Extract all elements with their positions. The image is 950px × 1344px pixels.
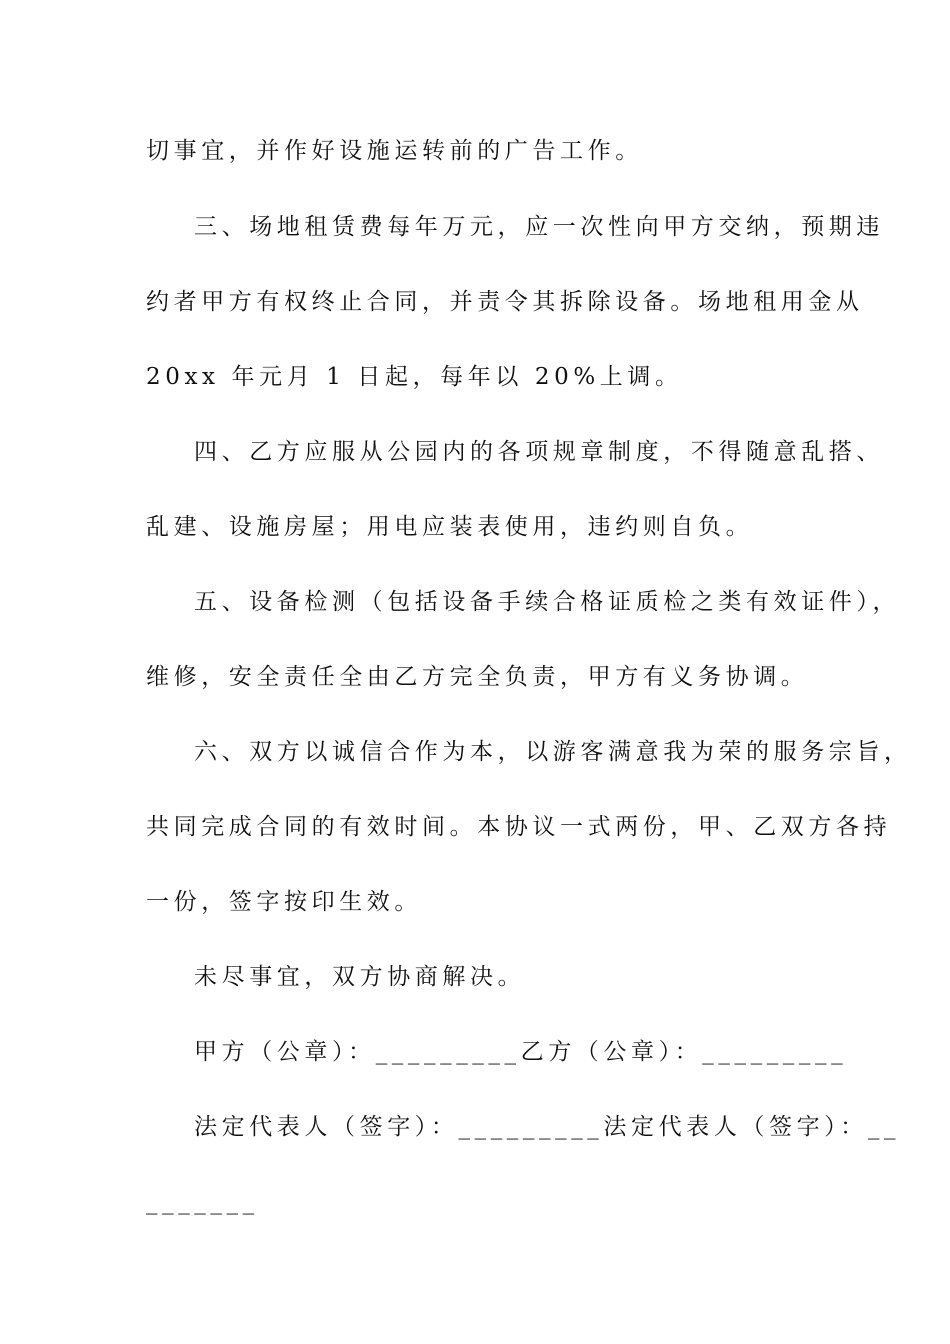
clause-four-line-1: 四、乙方应服从公园内的各项规章制度，不得随意乱搭、 xyxy=(194,439,884,465)
clause-six-line-1: 六、双方以诚信合作为本，以游客满意我为荣的服务宗旨， xyxy=(194,739,912,765)
signature-continuation-line: _______ xyxy=(146,1189,259,1215)
party-seal-line: 甲方（公章）：_________乙方（公章）：_________ xyxy=(194,1039,848,1065)
clause-three-line-3: 20xx 年元月 1 日起，每年以 20%上调。 xyxy=(146,364,683,390)
clause-three-line-1: 三、场地租赁费每年万元，应一次性向甲方交纳，预期违 xyxy=(194,214,884,240)
clause-four-line-2: 乱建、设施房屋；用电应装表使用，违约则自负。 xyxy=(146,514,754,540)
clause-three-line-2: 约者甲方有权终止合同，并责令其拆除设备。场地租用金从 xyxy=(146,289,864,315)
clause-six-line-3: 一份，签字按印生效。 xyxy=(146,889,422,915)
clause-six-line-2: 共同完成合同的有效时间。本协议一式两份，甲、乙双方各持 xyxy=(146,814,892,840)
closing-statement: 未尽事宜，双方协商解决。 xyxy=(194,964,526,990)
clause-five-line-1: 五、设备检测（包括设备手续合格证质检之类有效证件）， xyxy=(194,589,901,615)
representative-signature-line: 法定代表人（签字）：_________法定代表人（签字）：__ xyxy=(194,1114,901,1140)
clause-five-line-2: 维修，安全责任全由乙方完全负责，甲方有义务协调。 xyxy=(146,664,809,690)
paragraph-line-1: 切事宜，并作好设施运转前的广告工作。 xyxy=(146,138,643,164)
